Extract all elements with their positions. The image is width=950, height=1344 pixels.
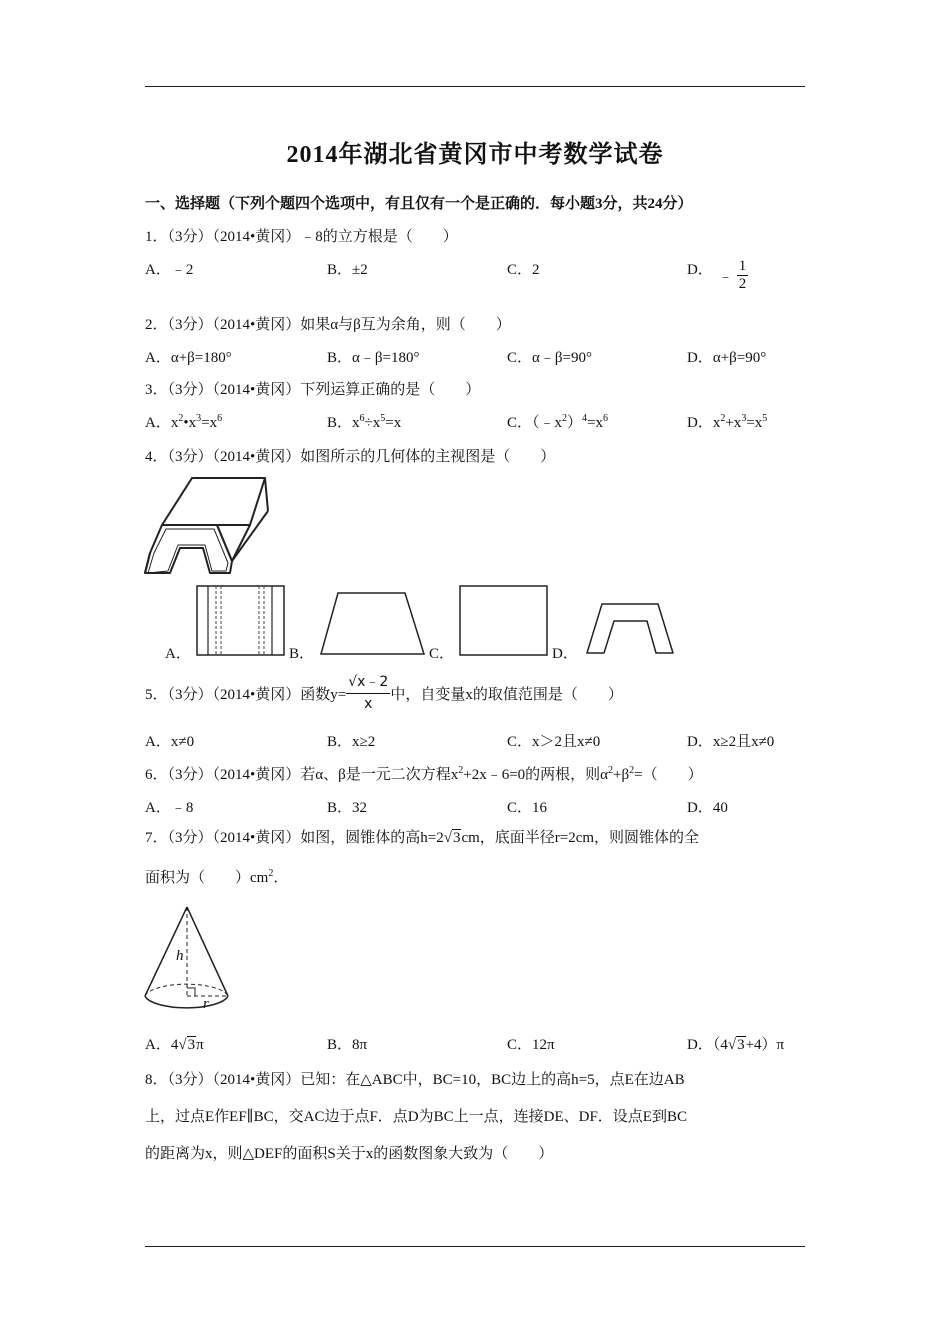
question-1-stem: 1．（3分）（2014•黄冈）﹣8的立方根是（ ） xyxy=(145,229,458,245)
q4-option-d-figure xyxy=(584,600,676,656)
q2-option-a: A．α+β=180° xyxy=(145,350,232,366)
fraction-sign: ﹣ xyxy=(718,269,734,285)
q3-option-a: A．$x^2•x^3=x^6$ xyxy=(145,413,223,431)
q7-sqrt: √3 xyxy=(443,830,461,846)
q3-option-c: C．$(﹣x^2)^4=x^6$ xyxy=(507,413,608,431)
q1-option-a: A．﹣2 xyxy=(145,262,194,278)
q7-option-a: A．4√3π xyxy=(145,1037,204,1053)
q7-height-label: h xyxy=(176,948,184,964)
footer-rule xyxy=(145,1246,805,1247)
q7-option-c: C．12π xyxy=(507,1037,555,1053)
question-6-stem: 6．（3分）（2014•黄冈）若α、β是一元二次方程$x^2+2x﹣6=0$的两根，则$\alpha^2+\beta^2=$（ ） xyxy=(145,765,703,783)
question-7-stem-line1: 7．（3分）（2014•黄冈）如图，圆锥体的高h=2√3cm，底面半径r=2cm，则圆锥体的全 xyxy=(145,830,700,846)
question-8-stem-line3: 的距离为x，则△DEF的面积S关于x的函数图象大致为（ ） xyxy=(145,1146,554,1162)
q1-option-d-fraction xyxy=(718,258,748,293)
q6-option-c: C．16 xyxy=(507,800,548,816)
q4-option-a-figure xyxy=(196,585,286,657)
q3-option-d: D．$x^2+x^3=x^5$ xyxy=(687,413,768,431)
fraction xyxy=(737,258,749,293)
fraction-numerator: 1 xyxy=(738,258,747,274)
q6-option-d: D．40 xyxy=(687,800,728,816)
q4-option-d-label: D． xyxy=(552,646,578,662)
q5-option-c: C．x＞2且x≠0 xyxy=(507,734,601,750)
q4-solid-figure xyxy=(140,473,270,578)
q4-option-a-label: A． xyxy=(165,646,191,662)
q2-option-c: C．α﹣β=90° xyxy=(507,350,592,366)
q1-option-d-label: D． xyxy=(687,262,713,278)
q4-option-b-label: B． xyxy=(289,646,315,662)
q5-option-a: A．x≠0 xyxy=(145,734,195,750)
page-title: 2014年湖北省黄冈市中考数学试卷 xyxy=(286,142,664,168)
q1-option-c: C．2 xyxy=(507,262,540,278)
q3-option-b: B．$x^6\div x^5=x$ xyxy=(327,413,402,431)
question-3-stem: 3．（3分）（2014•黄冈）下列运算正确的是（ ） xyxy=(145,382,481,398)
q4-option-b-figure xyxy=(318,590,428,658)
header-rule xyxy=(145,86,805,87)
q6-option-a: A．﹣8 xyxy=(145,800,194,816)
question-5-stem xyxy=(145,672,623,715)
q1-option-b: B．±2 xyxy=(327,262,368,278)
q4-option-c-figure xyxy=(459,585,549,657)
q7-option-b: B．8π xyxy=(327,1037,368,1053)
q2-option-b: B．α﹣β=180° xyxy=(327,350,420,366)
q4-option-c-label: C． xyxy=(429,646,455,662)
q1-option-d xyxy=(687,258,713,279)
section-heading: 一、选择题（下列个题四个选项中，有且仅有一个是正确的．每小题3分，共24分） xyxy=(145,196,693,212)
question-7-stem-line2: 面积为（ ）$cm^2$． xyxy=(145,868,289,886)
q2-option-d: D．α+β=90° xyxy=(687,350,767,366)
q5-fraction xyxy=(346,672,390,715)
question-2-stem: 2．（3分）（2014•黄冈）如果α与β互为余角，则（ ） xyxy=(145,317,511,333)
q5-numerator: √x﹣2 xyxy=(346,672,390,694)
q7-option-d: D．（4√3+4）π xyxy=(687,1037,785,1053)
q5-stem-suffix: 中，自变量x的取值范围是（ ） xyxy=(390,687,623,703)
q5-denominator: x xyxy=(364,696,373,712)
question-8-stem-line1: 8．（3分）（2014•黄冈）已知：在△ABC中，BC=10，BC边上的高h=5，点E在边AB xyxy=(145,1072,685,1088)
q5-option-b: B．x≥2 xyxy=(327,734,376,750)
question-8-stem-line2: 上，过点E作EF∥BC，交AC边于点F．点D为BC上一点，连接DE、DF．设点E到BC xyxy=(145,1109,687,1125)
fraction-denominator: 2 xyxy=(738,276,747,292)
q5-option-d: D．x≥2且x≠0 xyxy=(687,734,775,750)
q7-radius-label: r xyxy=(203,996,209,1012)
q6-option-b: B．32 xyxy=(327,800,368,816)
q7-cone-figure xyxy=(142,904,232,1016)
question-4-stem: 4．（3分）（2014•黄冈）如图所示的几何体的主视图是（ ） xyxy=(145,449,556,465)
q5-stem-prefix: 5．（3分）（2014•黄冈）函数y= xyxy=(145,687,347,703)
